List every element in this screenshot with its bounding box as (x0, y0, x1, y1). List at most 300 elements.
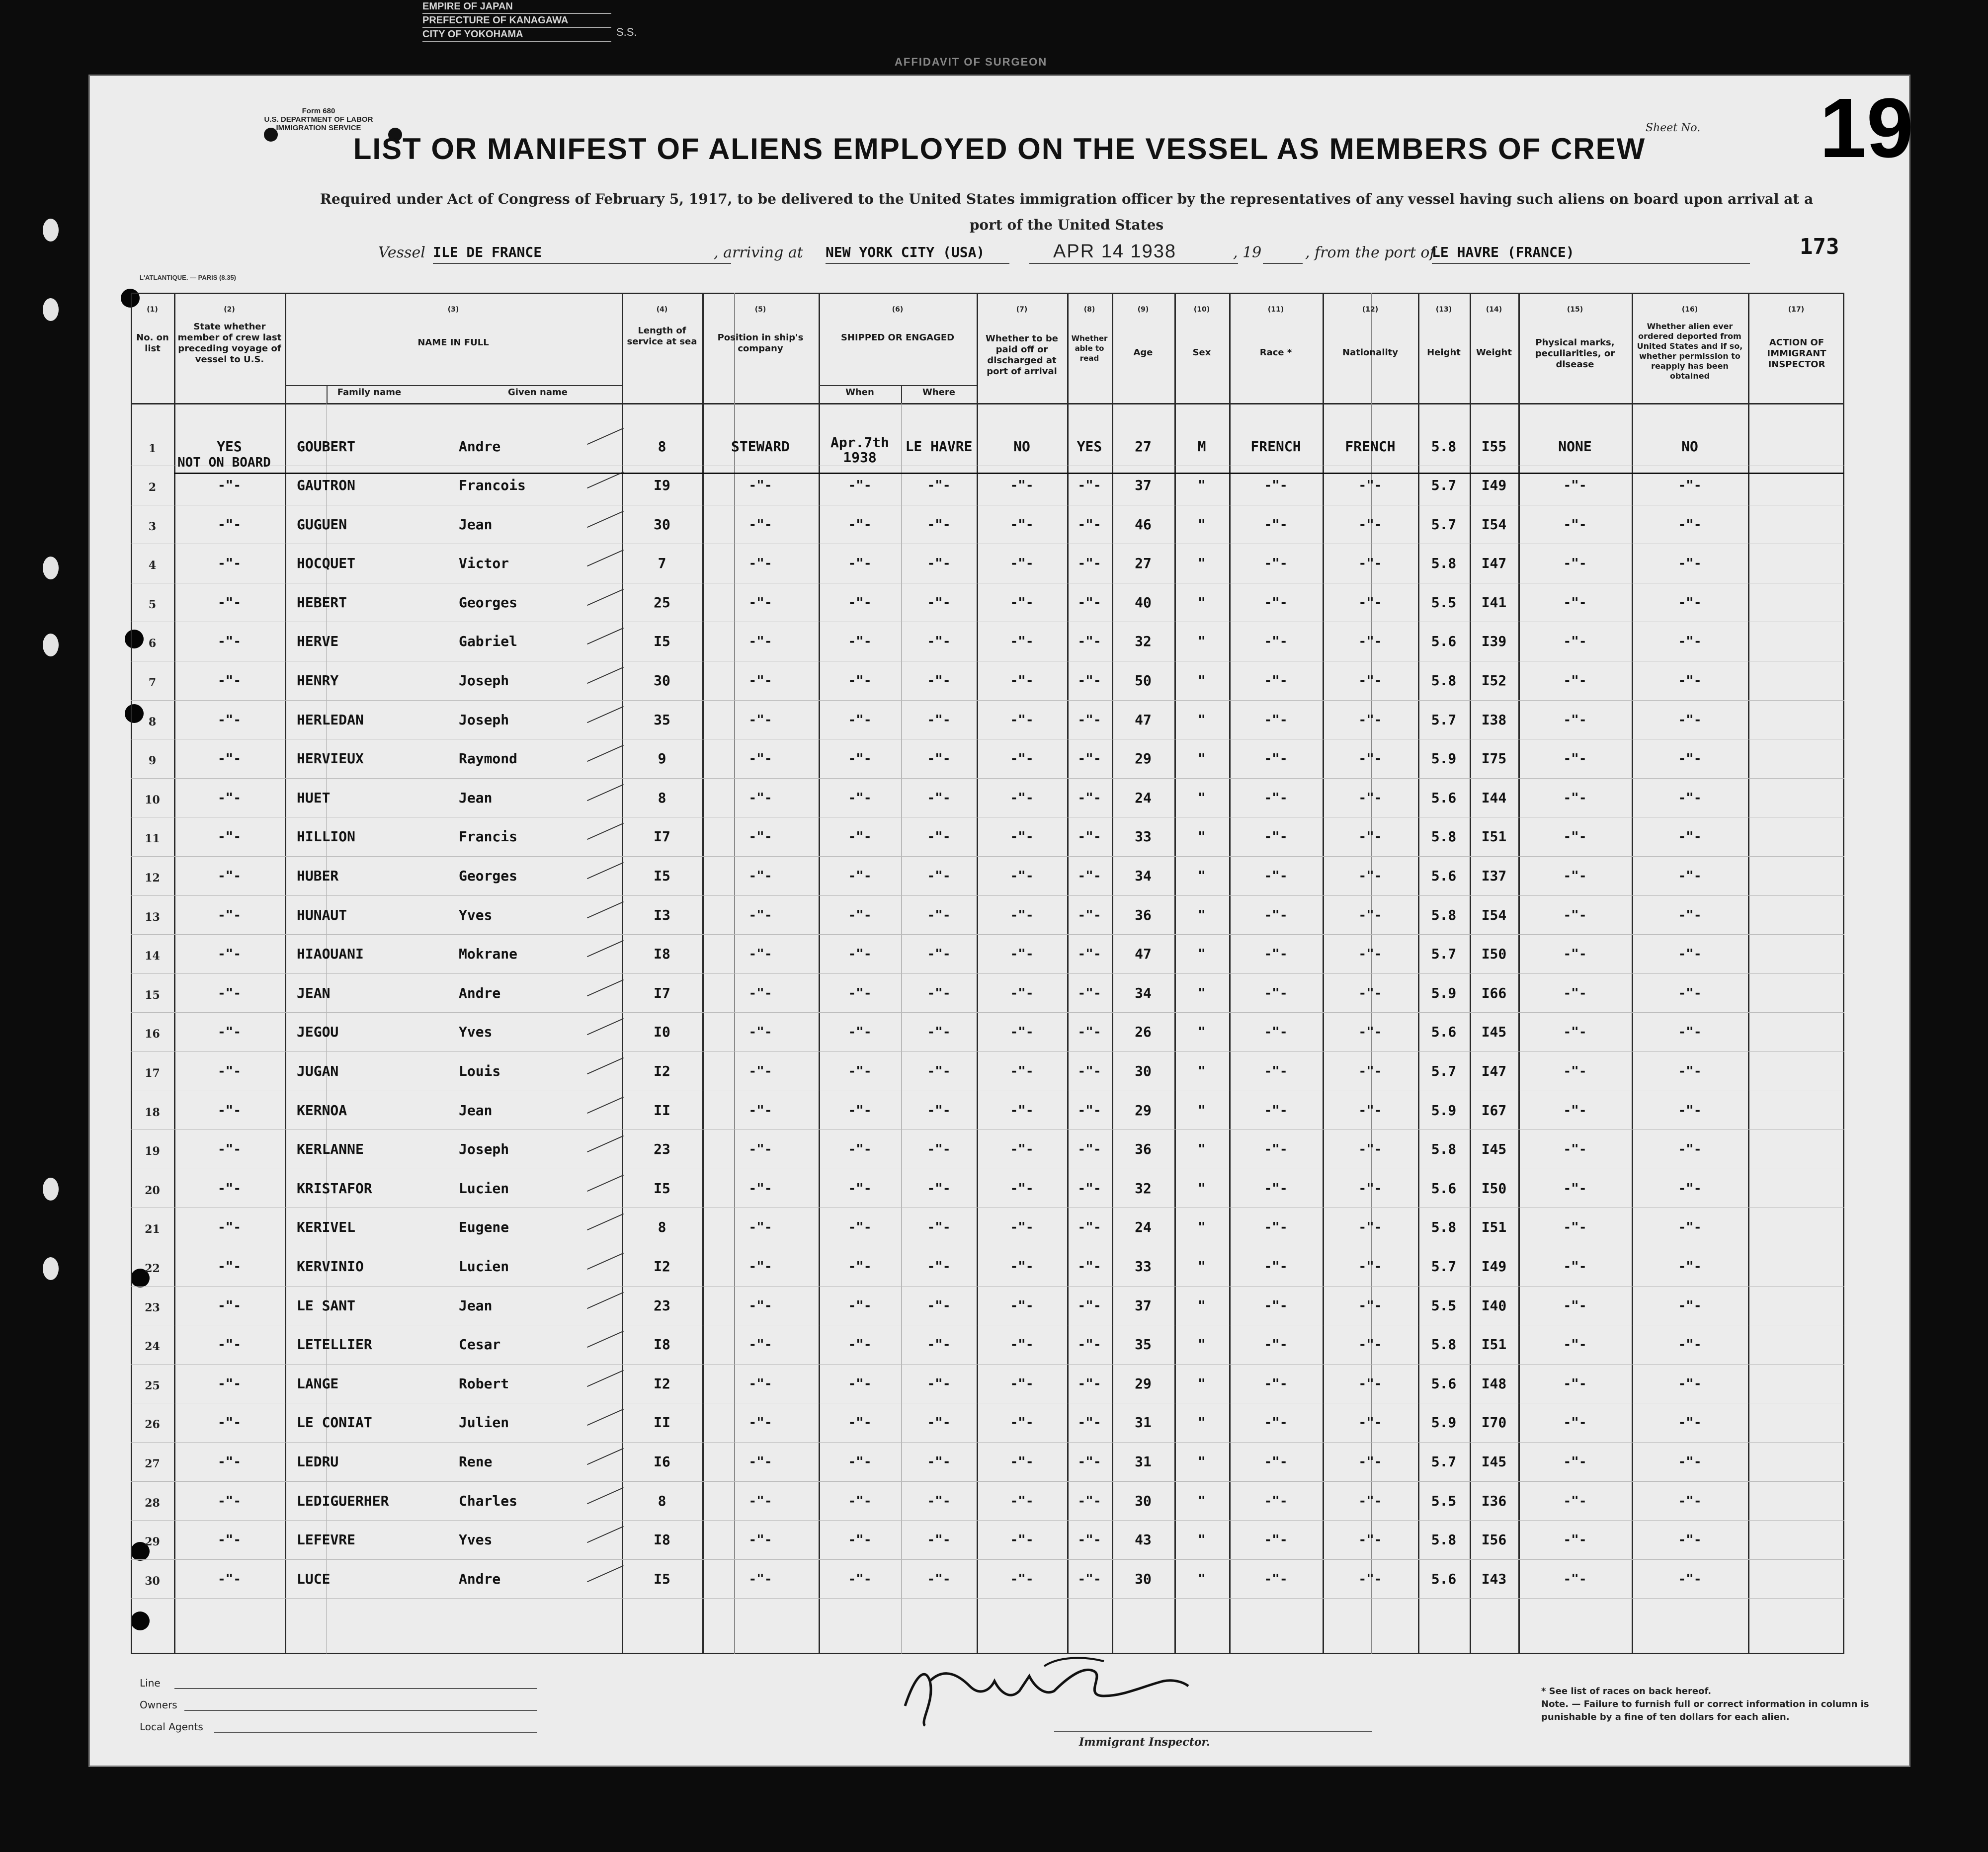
position-cell: -"- (748, 947, 772, 962)
sex-cell: " (1198, 1494, 1206, 1509)
legal-requirement (254, 186, 1879, 238)
marks-cell: -"- (1563, 1103, 1587, 1118)
row-number: 15 (145, 989, 160, 1002)
from-label: , from the port of (1305, 244, 1435, 261)
race-cell: -"- (1264, 713, 1288, 727)
race-cell: -"- (1264, 1572, 1288, 1587)
position-cell: -"- (748, 1454, 772, 1469)
member-cell: -"- (218, 908, 241, 923)
member-cell: -"- (218, 1494, 241, 1509)
row-number: 23 (145, 1301, 160, 1314)
position-cell: -"- (748, 1572, 772, 1587)
service-cell: I2 (654, 1375, 670, 1392)
weight-cell: I54 (1481, 516, 1507, 533)
when-cell: -"- (848, 1494, 872, 1509)
service-cell: I5 (654, 868, 670, 884)
service-cell: I6 (654, 1453, 670, 1470)
service-cell: I7 (654, 985, 670, 1001)
member-cell: -"- (218, 713, 241, 727)
position-cell: -"- (748, 673, 772, 688)
paid-off-cell: -"- (1010, 478, 1034, 493)
weight-cell: I51 (1481, 1219, 1507, 1235)
member-cell: -"- (218, 556, 241, 571)
nationality-cell: -"- (1358, 1494, 1382, 1509)
given-name-cell: Georges (459, 594, 518, 611)
age-cell: 37 (1135, 477, 1152, 493)
when-cell: -"- (848, 829, 872, 844)
position-cell: -"- (748, 595, 772, 610)
family-name-cell: HUET (297, 790, 331, 806)
paid-off-cell: -"- (1010, 908, 1034, 923)
col-number: (8) (1083, 306, 1095, 314)
service-cell: I5 (654, 1571, 670, 1587)
read-cell: -"- (1077, 1142, 1101, 1157)
age-cell: 47 (1135, 712, 1152, 728)
height-cell: 5.9 (1431, 1102, 1457, 1119)
col-name-in-full: NAME IN FULL (417, 337, 489, 348)
paid-off-cell: -"- (1010, 595, 1034, 610)
read-cell: -"- (1077, 634, 1101, 649)
position-cell: -"- (748, 986, 772, 1001)
member-cell: -"- (218, 478, 241, 493)
row-number: 18 (145, 1106, 160, 1119)
service-cell: I9 (654, 477, 670, 493)
sex-cell: " (1198, 1220, 1206, 1235)
age-cell: 34 (1135, 868, 1152, 884)
given-name-cell: Francis (459, 828, 518, 845)
height-cell: 5.6 (1431, 1571, 1457, 1587)
weight-cell: I36 (1481, 1493, 1507, 1509)
sex-cell: " (1198, 478, 1206, 493)
col-number: (14) (1486, 306, 1502, 314)
paid-off-cell: -"- (1010, 1337, 1034, 1352)
check-tick (587, 706, 624, 723)
when-cell: -"- (848, 986, 872, 1001)
col-race: Race * (1259, 347, 1292, 358)
deported-cell: -"- (1678, 1415, 1702, 1430)
nationality-cell: -"- (1358, 595, 1382, 610)
paid-off-cell: -"- (1010, 869, 1034, 884)
check-tick (587, 1565, 624, 1582)
when-cell: -"- (848, 556, 872, 571)
binder-hole (43, 219, 59, 242)
weight-cell: I50 (1481, 1180, 1507, 1197)
age-cell: 24 (1135, 1219, 1152, 1235)
row-number: 30 (145, 1575, 160, 1588)
weight-cell: I54 (1481, 907, 1507, 923)
height-cell: 5.8 (1431, 828, 1457, 845)
paid-off-cell: -"- (1010, 556, 1034, 571)
read-cell: -"- (1077, 1572, 1101, 1587)
crew-table (131, 293, 1844, 1654)
stamp-line: PREFECTURE OF KANAGAWA (422, 14, 611, 28)
weight-cell: I52 (1481, 672, 1507, 689)
given-name-cell: Joseph (459, 712, 509, 728)
read-cell: -"- (1077, 1064, 1101, 1079)
arriving-port: NEW YORK CITY (USA) (826, 244, 985, 260)
age-cell: 33 (1135, 1258, 1152, 1275)
family-name-cell: KRISTAFOR (297, 1180, 372, 1197)
height-cell: 5.6 (1431, 790, 1457, 806)
given-name-cell: Jean (459, 1102, 493, 1119)
weight-cell: I45 (1481, 1024, 1507, 1040)
marks-cell: -"- (1563, 1025, 1587, 1040)
when-cell: -"- (848, 634, 872, 649)
marks-cell: -"- (1563, 791, 1587, 805)
height-cell: 5.7 (1431, 946, 1457, 962)
paid-off-cell: NO (1013, 438, 1030, 455)
family-name-cell: KERVINIO (297, 1258, 364, 1275)
member-cell: -"- (218, 986, 241, 1001)
position-cell: -"- (748, 1532, 772, 1547)
age-cell: 30 (1135, 1063, 1152, 1079)
marks-cell: -"- (1563, 1298, 1587, 1313)
sex-cell: " (1198, 1103, 1206, 1118)
marks-cell: -"- (1563, 947, 1587, 962)
given-name-cell: Raymond (459, 750, 518, 767)
nationality-cell: -"- (1358, 1103, 1382, 1118)
member-cell: -"- (218, 869, 241, 884)
deported-cell: -"- (1678, 1181, 1702, 1196)
row-number: 10 (145, 794, 160, 806)
age-cell: 29 (1135, 1102, 1152, 1119)
weight-cell: I55 (1481, 438, 1507, 455)
member-cell: -"- (218, 1532, 241, 1547)
paid-off-cell: -"- (1010, 1220, 1034, 1235)
service-cell: I7 (654, 828, 670, 845)
nationality-cell: -"- (1358, 1337, 1382, 1352)
height-cell: 5.5 (1431, 1493, 1457, 1509)
paid-off-cell: -"- (1010, 713, 1034, 727)
deported-cell: -"- (1678, 908, 1702, 923)
height-cell: 5.7 (1431, 1258, 1457, 1275)
col-number: (15) (1567, 306, 1583, 314)
read-cell: -"- (1077, 1103, 1101, 1118)
nationality-cell: -"- (1358, 908, 1382, 923)
member-cell: -"- (218, 1142, 241, 1157)
given-name-cell: Jean (459, 790, 493, 806)
race-cell: -"- (1264, 1259, 1288, 1274)
where-cell: -"- (927, 1064, 951, 1079)
paid-off-cell: -"- (1010, 1415, 1034, 1430)
read-cell: -"- (1077, 1259, 1101, 1274)
member-cell: -"- (218, 517, 241, 532)
sex-cell: " (1198, 1454, 1206, 1469)
when-cell: -"- (848, 673, 872, 688)
paid-off-cell: -"- (1010, 1025, 1034, 1040)
nationality-cell: -"- (1358, 869, 1382, 884)
sex-cell: " (1198, 713, 1206, 727)
where-cell: -"- (927, 517, 951, 532)
check-tick (587, 511, 624, 528)
deported-cell: -"- (1678, 673, 1702, 688)
japan-stamp (422, 0, 611, 42)
weight-cell: I41 (1481, 594, 1507, 611)
col-nationality: Nationality (1342, 347, 1398, 358)
page-title: LIST OR MANIFEST OF ALIENS EMPLOYED ON THE VESSEL AS MEMBERS OF CREW (353, 132, 1646, 165)
member-cell: -"- (218, 1103, 241, 1118)
height-cell: 5.9 (1431, 750, 1457, 767)
where-cell: -"- (927, 1142, 951, 1157)
marks-cell: -"- (1563, 869, 1587, 884)
member-cell: -"- (218, 634, 241, 649)
nationality-cell: -"- (1358, 986, 1382, 1001)
col-sex: Sex (1192, 347, 1211, 358)
when-cell: -"- (848, 1259, 872, 1274)
race-cell: -"- (1264, 1103, 1288, 1118)
check-tick (587, 1331, 624, 1348)
marks-cell: -"- (1563, 1337, 1587, 1352)
year-label: , 19 (1233, 244, 1262, 261)
family-name-cell: HEBERT (297, 594, 347, 611)
where-cell: -"- (927, 595, 951, 610)
marks-cell: -"- (1563, 1259, 1587, 1274)
sex-cell: " (1198, 1376, 1206, 1391)
row-number: 29 (145, 1535, 160, 1548)
weight-cell: I56 (1481, 1531, 1507, 1548)
check-tick (587, 1526, 624, 1543)
manifest-sheet (88, 75, 1914, 1767)
when-cell: Apr.7th (830, 434, 889, 451)
age-cell: 33 (1135, 828, 1152, 845)
note-text: Failure to furnish full or correct information in column is punishable by a fine of ten dollars for each alien. (1541, 1699, 1869, 1722)
family-name-cell: GUGUEN (297, 516, 347, 533)
marks-cell: -"- (1563, 1532, 1587, 1547)
position-cell: -"- (748, 751, 772, 766)
height-cell: 5.7 (1431, 1063, 1457, 1079)
service-cell: II (654, 1102, 670, 1119)
col-age: Age (1133, 347, 1153, 358)
not-on-board-note: NOT ON BOARD (177, 455, 271, 470)
where-cell: -"- (927, 673, 951, 688)
col-number: (6) (892, 306, 904, 314)
family-name-cell: LE CONIAT (297, 1414, 372, 1431)
age-cell: 32 (1135, 1180, 1152, 1197)
check-tick (587, 1057, 624, 1074)
service-cell: I8 (654, 1531, 670, 1548)
age-cell: 32 (1135, 633, 1152, 649)
owners-label: Owners (140, 1699, 177, 1711)
race-cell: -"- (1264, 517, 1288, 532)
nationality-cell: -"- (1358, 791, 1382, 805)
where-cell: -"- (927, 478, 951, 493)
line-label: Line (140, 1677, 161, 1689)
nationality-cell: -"- (1358, 1142, 1382, 1157)
col-able-to-read: Whether able to read (1071, 334, 1108, 363)
deported-cell: -"- (1678, 829, 1702, 844)
age-cell: 36 (1135, 907, 1152, 923)
where-cell: -"- (927, 1259, 951, 1274)
given-name-cell: Charles (459, 1493, 518, 1509)
given-name-cell: Joseph (459, 1141, 509, 1157)
binder-hole (43, 1257, 59, 1280)
member-cell: -"- (218, 1415, 241, 1430)
col-paid-off: Whether to be paid off or discharged at port of arrival (986, 333, 1058, 377)
form-line: IMMIGRATION SERVICE (276, 124, 361, 132)
sex-cell: " (1198, 1181, 1206, 1196)
col-when: When (845, 387, 874, 398)
family-name-cell: HUNAUT (297, 907, 347, 923)
member-cell: -"- (218, 1181, 241, 1196)
family-name-cell: GAUTRON (297, 477, 356, 493)
col-position: Position in ship's company (717, 332, 804, 354)
when-cell: -"- (848, 595, 872, 610)
where-cell: -"- (927, 829, 951, 844)
where-cell: -"- (927, 947, 951, 962)
check-tick (587, 1448, 624, 1465)
check-tick (587, 1097, 624, 1114)
sex-cell: " (1198, 1415, 1206, 1430)
sex-cell: " (1198, 673, 1206, 688)
read-cell: -"- (1077, 829, 1101, 844)
where-cell: -"- (927, 1572, 951, 1587)
row-number: 21 (145, 1223, 160, 1236)
when-cell: -"- (848, 517, 872, 532)
member-cell: -"- (218, 751, 241, 766)
weight-cell: I43 (1481, 1571, 1507, 1587)
weight-cell: I47 (1481, 1063, 1507, 1079)
row-number: 16 (145, 1028, 160, 1041)
position-cell: STEWARD (731, 438, 790, 455)
service-cell: 9 (658, 750, 666, 767)
col-shipped-or-engaged: SHIPPED OR ENGAGED (840, 332, 955, 343)
sex-cell: " (1198, 1259, 1206, 1274)
read-cell: -"- (1077, 1532, 1101, 1547)
deported-cell: -"- (1678, 634, 1702, 649)
paid-off-cell: -"- (1010, 634, 1034, 649)
sex-cell: " (1198, 517, 1206, 532)
races-note: * See list of races on back hereof. (1541, 1686, 1712, 1696)
age-cell: 34 (1135, 985, 1152, 1001)
service-cell: I2 (654, 1258, 670, 1275)
sex-cell: " (1198, 791, 1206, 805)
check-tick (587, 667, 624, 684)
marks-cell: -"- (1563, 595, 1587, 610)
footnote (1541, 1685, 1909, 1724)
nationality-cell: -"- (1358, 1220, 1382, 1235)
sex-cell: " (1198, 908, 1206, 923)
age-cell: 27 (1135, 438, 1152, 455)
read-cell: -"- (1077, 478, 1101, 493)
position-cell: -"- (748, 1259, 772, 1274)
read-cell: -"- (1077, 1181, 1101, 1196)
sex-cell: " (1198, 751, 1206, 766)
service-cell: 35 (654, 712, 670, 728)
when-cell: -"- (848, 1025, 872, 1040)
when-cell: -"- (848, 1376, 872, 1391)
marks-cell: -"- (1563, 986, 1587, 1001)
service-cell: 8 (658, 1493, 666, 1509)
given-name-cell: Robert (459, 1375, 509, 1392)
member-cell: -"- (218, 829, 241, 844)
position-cell: -"- (748, 713, 772, 727)
col-given-name: Given name (508, 387, 568, 398)
height-cell: 5.9 (1431, 1414, 1457, 1431)
row-number: 4 (148, 559, 157, 572)
deported-cell: -"- (1678, 947, 1702, 962)
read-cell: -"- (1077, 751, 1101, 766)
read-cell: -"- (1077, 947, 1101, 962)
affidavit-heading: AFFIDAVIT OF SURGEON (895, 56, 1048, 68)
weight-cell: I51 (1481, 1336, 1507, 1353)
race-cell: -"- (1264, 1220, 1288, 1235)
age-cell: 31 (1135, 1414, 1152, 1431)
marks-cell: -"- (1563, 556, 1587, 571)
deported-cell: -"- (1678, 1494, 1702, 1509)
col-member-of-crew: State whether member of crew last preceding voyage of vessel to U.S. (177, 322, 282, 365)
sex-cell: " (1198, 986, 1206, 1001)
given-name-cell: Louis (459, 1063, 501, 1079)
form-line: Form 680 (302, 107, 335, 115)
sex-cell: " (1198, 1572, 1206, 1587)
when-cell: -"- (848, 1181, 872, 1196)
when-cell: -"- (848, 947, 872, 962)
race-cell: -"- (1264, 1337, 1288, 1352)
given-name-cell: Cesar (459, 1336, 501, 1353)
given-name-cell: Andre (459, 985, 501, 1001)
family-name-cell: HENRY (297, 672, 339, 689)
paid-off-cell: -"- (1010, 1103, 1034, 1118)
when-cell: -"- (848, 1298, 872, 1313)
service-cell: I5 (654, 633, 670, 649)
height-cell: 5.7 (1431, 516, 1457, 533)
read-cell: -"- (1077, 986, 1101, 1001)
member-cell: -"- (218, 1376, 241, 1391)
col-number: (10) (1193, 306, 1210, 314)
marks-cell: -"- (1563, 751, 1587, 766)
read-cell: -"- (1077, 908, 1101, 923)
binder-hole (43, 634, 59, 656)
paid-off-cell: -"- (1010, 1376, 1034, 1391)
nationality-cell: -"- (1358, 1454, 1382, 1469)
row-number: 25 (145, 1379, 160, 1392)
where-cell: -"- (927, 1376, 951, 1391)
stamp-line: CITY OF YOKOHAMA (422, 28, 611, 42)
when-cell: -"- (848, 908, 872, 923)
deported-cell: -"- (1678, 751, 1702, 766)
position-cell: -"- (748, 1337, 772, 1352)
row-number: 1 (148, 442, 157, 455)
col-number: (13) (1435, 306, 1452, 314)
age-cell: 29 (1135, 750, 1152, 767)
where-cell: -"- (927, 1415, 951, 1430)
row-number: 7 (148, 676, 157, 689)
race-cell: -"- (1264, 791, 1288, 805)
weight-cell: I51 (1481, 828, 1507, 845)
height-cell: 5.5 (1431, 594, 1457, 611)
deported-cell: -"- (1678, 1454, 1702, 1469)
marks-cell: -"- (1563, 1181, 1587, 1196)
deported-cell: -"- (1678, 1142, 1702, 1157)
position-cell: -"- (748, 1376, 772, 1391)
race-cell: -"- (1264, 1376, 1288, 1391)
check-tick (587, 823, 624, 840)
col-number: (16) (1681, 306, 1698, 314)
given-name-cell: Francois (459, 477, 526, 493)
nationality-cell: -"- (1358, 713, 1382, 727)
family-name-cell: LEDIGUERHER (297, 1493, 389, 1509)
row-number: 14 (145, 950, 160, 963)
where-cell: LE HAVRE (905, 438, 973, 455)
when-cell: -"- (848, 791, 872, 805)
deported-cell: -"- (1678, 478, 1702, 493)
vessel-line (90, 241, 1909, 269)
service-cell: 23 (654, 1297, 670, 1314)
age-cell: 27 (1135, 555, 1152, 571)
col-physical-marks: Physical marks, peculiarities, or disease (1535, 337, 1615, 370)
check-tick (587, 628, 624, 644)
nationality-cell: -"- (1358, 1532, 1382, 1547)
